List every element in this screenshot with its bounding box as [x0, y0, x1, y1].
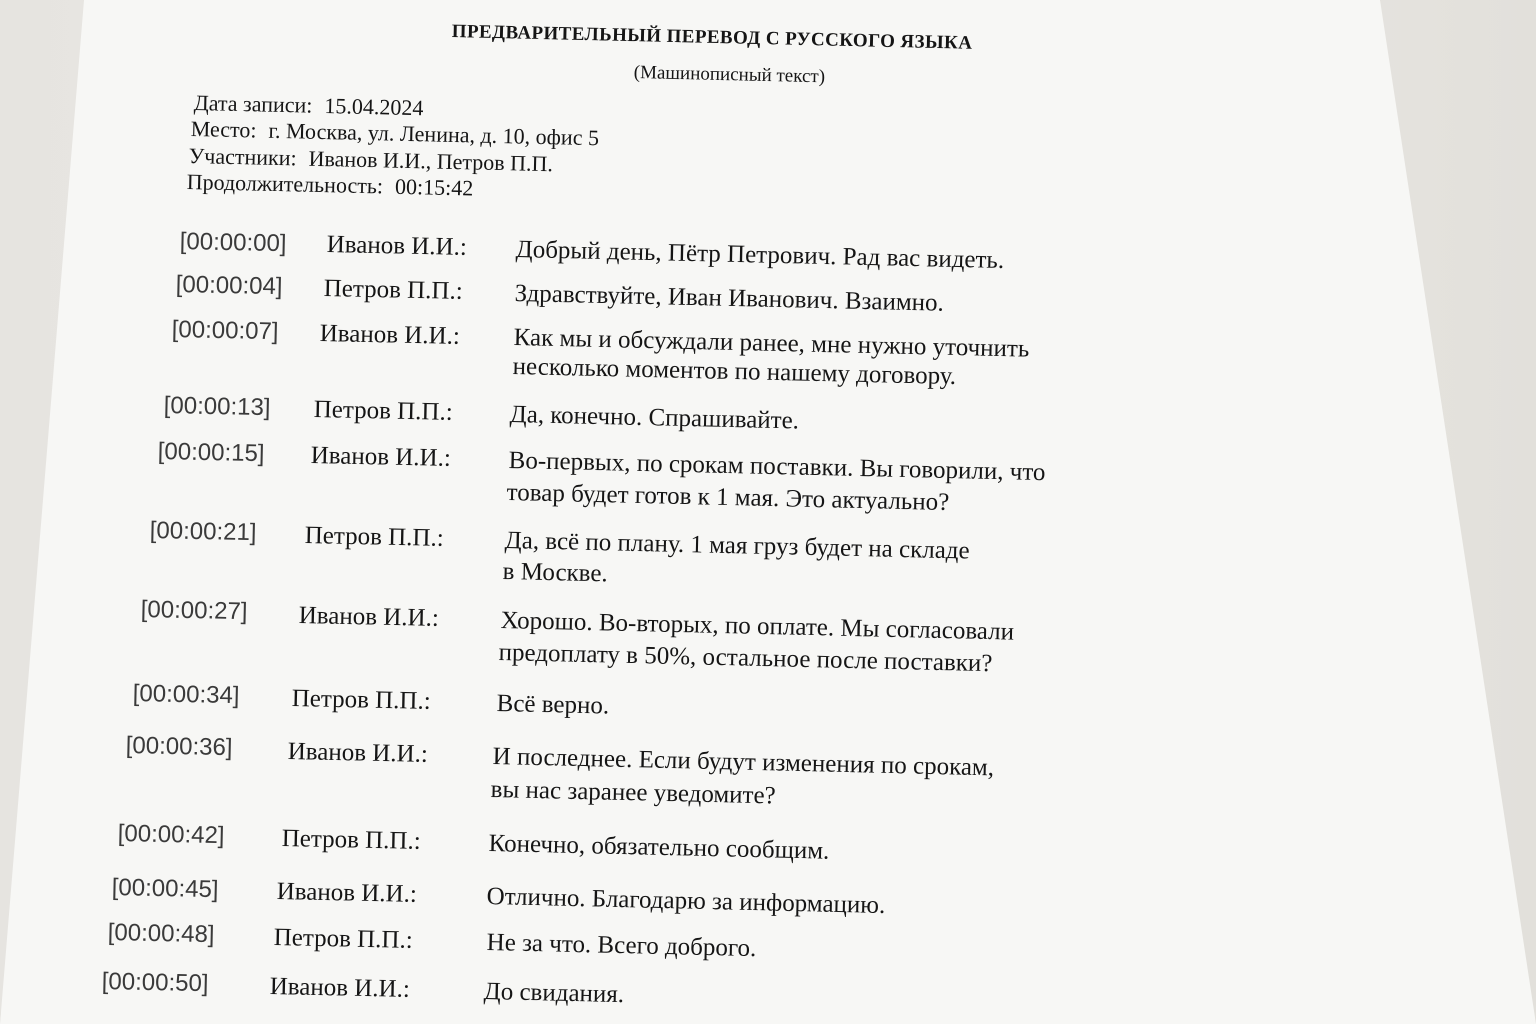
timestamp: [00:00:42] — [117, 820, 225, 850]
utterance-line: Всё верно. — [496, 690, 610, 720]
meta-duration-label: Продолжительность: — [186, 169, 384, 199]
timestamp: [00:00:36] — [125, 732, 233, 762]
utterance-line: И последнее. Если будут изменения по срокам, — [492, 743, 995, 782]
utterance-line: несколько моментов по нашему договору. — [512, 353, 957, 391]
meta-duration-value: 00:15:42 — [394, 173, 474, 201]
utterance-line: в Москве. — [502, 558, 609, 588]
speaker-name: Петров П.П.: — [291, 685, 431, 715]
utterance-line: Хорошо. Во-вторых, по оплате. Мы согласовали — [500, 607, 1015, 646]
speaker-name: Иванов И.И.: — [269, 973, 411, 1003]
timestamp: [00:00:34] — [132, 680, 240, 710]
timestamp: [00:00:50] — [101, 968, 209, 998]
speaker-name: Иванов И.И.: — [319, 320, 461, 350]
utterance-line: До свидания. — [483, 978, 625, 1009]
speaker-name: Иванов И.И.: — [298, 602, 440, 632]
utterance-line: Во-первых, по срокам поставки. Вы говорили, что — [508, 447, 1046, 487]
document-title: ПРЕДВАРИТЕЛЬНЫЙ ПЕРЕВОД С РУССКОГО ЯЗЫКА — [451, 21, 973, 54]
utterance-line: предоплату в 50%, остальное после поставки? — [498, 639, 993, 678]
meta-participants-label: Участники: — [188, 143, 297, 171]
meta-place-label: Место: — [190, 116, 257, 143]
utterance-line: вы нас заранее уведомите? — [490, 776, 776, 810]
utterance-line: Как мы и обсуждали ранее, мне нужно уточнить — [513, 324, 1030, 363]
speaker-name: Петров П.П.: — [323, 275, 463, 305]
speaker-name: Иванов И.И.: — [326, 231, 468, 261]
timestamp: [00:00:27] — [140, 596, 248, 626]
meta-place-value: г. Москва, ул. Ленина, д. 10, офис 5 — [268, 117, 600, 151]
meta-date-label: Дата записи: — [193, 90, 313, 118]
document-subtitle: (Машинописный текст) — [633, 62, 826, 88]
speaker-name: Петров П.П.: — [273, 924, 413, 954]
utterance-line: Не за что. Всего доброго. — [486, 929, 757, 963]
timestamp: [00:00:13] — [163, 392, 271, 422]
timestamp: [00:00:45] — [111, 874, 219, 904]
timestamp: [00:00:04] — [175, 271, 283, 301]
speaker-name: Петров П.П.: — [313, 396, 453, 426]
utterance-line: Добрый день, Пётр Петрович. Рад вас видеть. — [515, 236, 1005, 275]
timestamp: [00:00:21] — [149, 517, 257, 547]
utterance-line: Да, всё по плану. 1 мая груз будет на складе — [504, 527, 970, 565]
speaker-name: Иванов И.И.: — [310, 442, 452, 472]
timestamp: [00:00:07] — [171, 316, 279, 346]
speaker-name: Петров П.П.: — [304, 522, 444, 552]
utterance-line: Да, конечно. Спрашивайте. — [509, 401, 800, 435]
meta-date — [194, 92, 424, 119]
speaker-name: Иванов И.И.: — [287, 738, 429, 768]
utterance-line: Конечно, обязательно сообщим. — [488, 830, 830, 865]
meta-date-value: 15.04.2024 — [324, 92, 424, 121]
timestamp: [00:00:48] — [107, 919, 215, 949]
utterance-line: товар будет готов к 1 мая. Это актуально? — [506, 479, 950, 517]
timestamp: [00:00:15] — [157, 438, 265, 468]
timestamp: [00:00:00] — [179, 228, 287, 258]
utterance-line: Здравствуйте, Иван Иванович. Взаимно. — [514, 280, 945, 317]
utterance-line: Отлично. Благодарю за информацию. — [486, 883, 886, 920]
meta-participants-value: Иванов И.И., Петров П.П. — [308, 145, 554, 177]
speaker-name: Петров П.П.: — [281, 825, 421, 855]
speaker-name: Иванов И.И.: — [276, 878, 418, 908]
